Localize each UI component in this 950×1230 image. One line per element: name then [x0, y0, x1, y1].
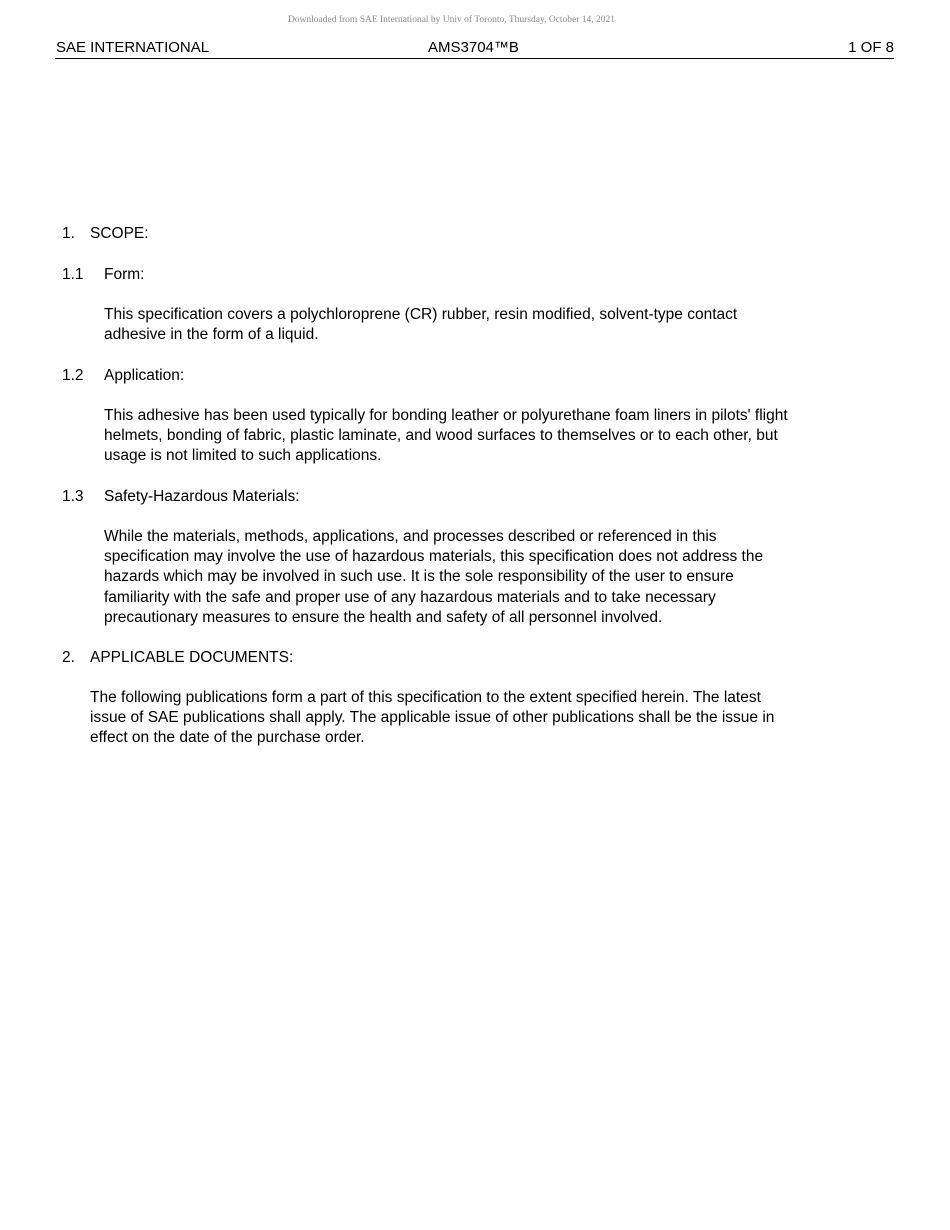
section-1-1-number: 1.1	[62, 266, 84, 283]
section-1-2-paragraph	[104, 406, 864, 467]
page-number: 1 OF 8	[848, 39, 894, 56]
section-1-3-number: 1.3	[62, 488, 84, 505]
paragraph-line: precautionary measures to ensure the health and safety of all personnel involved.	[104, 608, 663, 626]
paragraph-line: While the materials, methods, applications, and processes described or referenced in this	[104, 528, 717, 545]
paragraph-line: adhesive in the form of a liquid.	[104, 326, 319, 344]
paragraph-line: This adhesive has been used typically for bonding leather or polyurethane foam liners in pilots' flight	[104, 407, 788, 424]
section-1-1-title: Form:	[104, 266, 145, 283]
download-watermark: Downloaded from SAE International by Univ of Toronto, Thursday, October 14, 2021	[287, 15, 616, 25]
document-number: AMS3704™B	[428, 39, 519, 56]
paragraph-line: specification may involve the use of hazardous materials, this specification does not address the	[104, 548, 764, 566]
section-1-title: SCOPE:	[90, 225, 149, 242]
section-1-3-title: Safety-Hazardous Materials:	[104, 488, 300, 505]
paragraph-line: effect on the date of the purchase order.	[90, 729, 365, 747]
section-1-1-paragraph	[104, 305, 864, 345]
section-1-2-number: 1.2	[62, 367, 84, 384]
section-1-number: 1.	[62, 225, 75, 242]
section-2-paragraph	[90, 688, 860, 749]
paragraph-line: helmets, bonding of fabric, plastic laminate, and wood surfaces to themselves or to each other, but	[104, 427, 778, 445]
section-1-2-title: Application:	[104, 367, 185, 384]
paragraph-line: usage is not limited to such applications.	[104, 447, 382, 465]
paragraph-line: This specification covers a polychloroprene (CR) rubber, resin modified, solvent-type contact	[104, 306, 738, 323]
paragraph-line: The following publications form a part of this specification to the extent specified herein. The latest	[90, 689, 761, 706]
paragraph-line: hazards which may be involved in such use. It is the sole responsibility of the user to ensure	[104, 568, 734, 586]
paragraph-line: familiarity with the safe and proper use of any hazardous materials and to take necessary	[104, 588, 716, 606]
section-1-3-paragraph	[104, 527, 864, 628]
publisher-name: SAE INTERNATIONAL	[56, 39, 210, 56]
paragraph-line: issue of SAE publications shall apply. The applicable issue of other publications shall be the issue in	[90, 709, 775, 727]
section-2-title: APPLICABLE DOCUMENTS:	[90, 649, 294, 666]
section-2-number: 2.	[62, 649, 75, 666]
